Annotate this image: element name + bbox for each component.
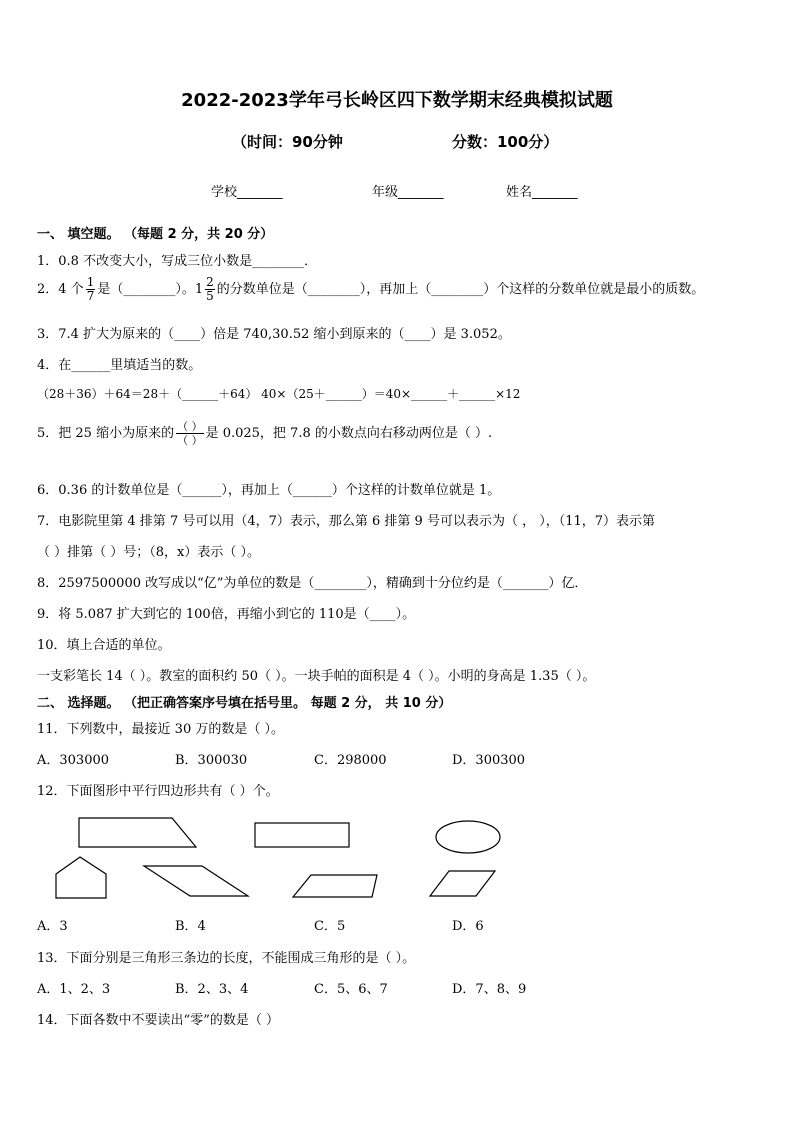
question-5-part-a: 5．把 25 缩小为原来的 <box>37 426 175 441</box>
question-12: 12．下面图形中平行四边形共有（ ）个。 <box>37 784 279 799</box>
parallelogram-shape-wide <box>144 866 248 896</box>
question-2-part-c: 的分数单位是（________），再加上（________）个这样的分数单位就是最小的质数。 <box>216 282 705 297</box>
name-field: 姓名_______ <box>506 185 578 200</box>
parallelogram-shape-right <box>430 871 495 896</box>
fraction-numerator: 2 <box>206 275 214 289</box>
question-9: 9．将 5.087 扩大到它的 100倍，再缩小到它的 110是（____）。 <box>37 607 416 622</box>
question-4: 4．在______里填适当的数。 <box>37 358 202 373</box>
section-2-heading: 二、 选择题。 （把正确答案序号填在括号里。 每题 2 分， 共 10 分） <box>37 696 452 711</box>
ellipse-shape <box>436 821 500 853</box>
page-title: 2022-2023学年弓长岭区四下数学期末经典模拟试题 <box>181 90 613 111</box>
question-10: 10．填上合适的单位。 <box>37 638 171 653</box>
q11-option-d: D．300300 <box>452 753 526 768</box>
exam-time: （时间：90分钟 <box>232 133 343 151</box>
question-7-line-1: 7．电影院里第 4 排第 7 号可以用（4，7）表示，那么第 6 排第 9 号可以表示为（ ， ），（11，7）表示第 <box>37 514 656 529</box>
fraction-denominator: （ ） <box>177 434 203 447</box>
question-4-equations: （28＋36）＋64＝28＋（______＋64） 40×（25＋______）＝40×______＋______×12 <box>37 387 521 401</box>
rectangle-shape <box>255 823 349 847</box>
fraction-numerator: （ ） <box>177 420 203 433</box>
grade-field: 年级_______ <box>372 185 444 200</box>
pentagon-shape <box>56 857 106 898</box>
fraction-denominator: 5 <box>206 289 214 303</box>
q12-option-c: C．5 <box>314 919 346 934</box>
q11-option-c: C．298000 <box>314 753 387 768</box>
question-7-line-2: （ ）排第（ ）号；（8，x）表示（ ）。 <box>37 545 260 560</box>
school-field: 学校_______ <box>211 185 283 200</box>
question-5-part-b: 是 0.025，把 7.8 的小数点向右移动两位是（ ）. <box>205 426 493 441</box>
q13-option-c: C．5、6、7 <box>314 982 388 997</box>
question-2-part-a: 2．4 个 <box>37 282 84 297</box>
trapezoid-shape <box>79 818 196 847</box>
q13-option-a: A．1、2、3 <box>37 982 111 997</box>
question-11: 11．下列数中，最接近 30 万的数是（ ）。 <box>37 722 284 737</box>
question-14: 14．下面各数中不要读出“零”的数是（ ） <box>37 1013 279 1028</box>
parallelogram-shape-middle <box>293 875 377 897</box>
question-1: 1．0.8 不改变大小，写成三位小数是________． <box>37 254 318 269</box>
q13-option-b: B．2、3、4 <box>175 982 249 997</box>
q12-option-a: A．3 <box>37 919 68 934</box>
q11-option-b: B．300030 <box>175 753 248 768</box>
exam-score: 分数：100分） <box>452 133 559 151</box>
q12-option-b: B．4 <box>175 919 206 934</box>
question-8: 8．2597500000 改写成以“亿”为单位的数是（________），精确到十分位约是（_______）亿． <box>37 576 588 591</box>
fraction-numerator: 1 <box>86 275 95 289</box>
section-1-heading: 一、 填空题。 （每题 2 分，共 20 分） <box>37 227 274 242</box>
question-13: 13．下面分别是三角形三条边的长度，不能围成三角形的是（ ）。 <box>37 951 416 966</box>
question-6: 6．0.36 的计数单位是（______），再加上（______）个这样的计数单位就是 1。 <box>37 483 501 498</box>
q12-option-d: D．6 <box>452 919 484 934</box>
q13-option-d: D．7、8、9 <box>452 982 527 997</box>
fraction-denominator: 7 <box>86 289 95 303</box>
question-10-units: 一支彩笔长 14（ ）。教室的面积约 50（ ）。一块手帕的面积是 4（ ）。小明的身高是 1.35（ ）。 <box>37 669 596 684</box>
q11-option-a: A．303000 <box>37 753 110 768</box>
question-3: 3．7.4 扩大为原来的（____）倍是 740,30.52 缩小到原来的（____）是 3.052。 <box>37 327 511 342</box>
question-2-part-b: 是（________）。1 <box>97 282 204 297</box>
